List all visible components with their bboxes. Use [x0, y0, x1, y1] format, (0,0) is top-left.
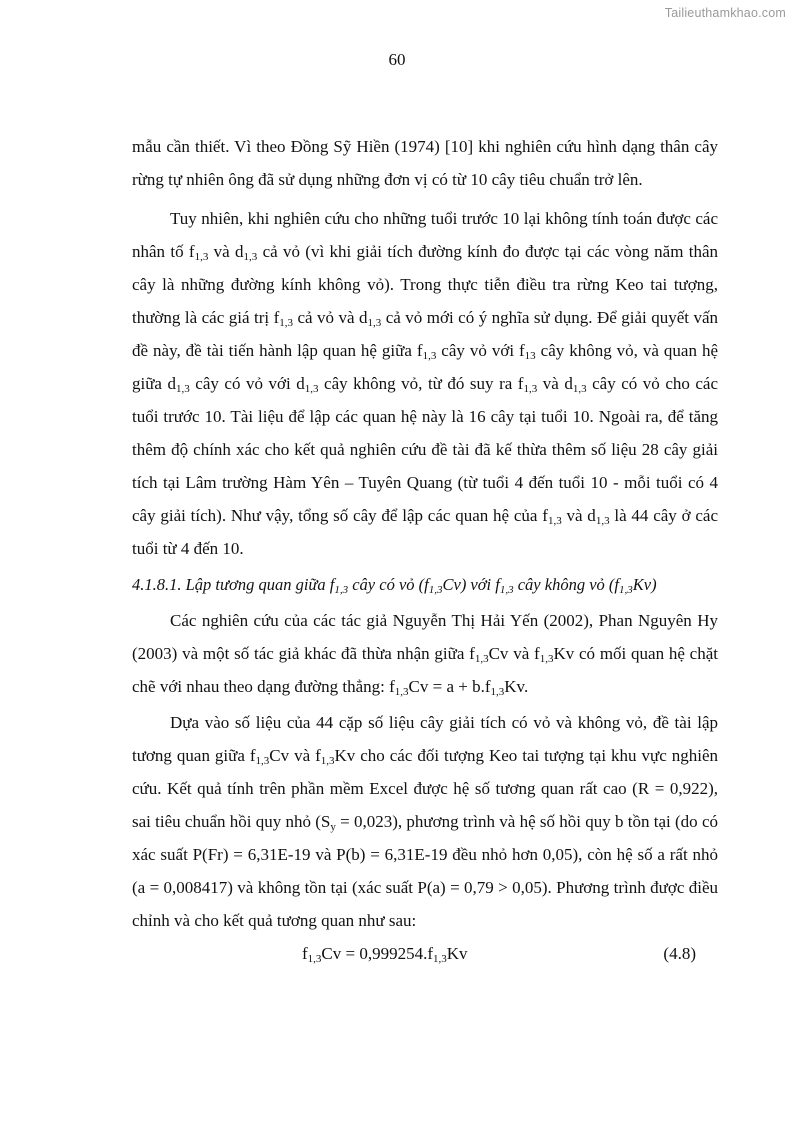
- text-run: cả vỏ mới có ý nghĩa sử dụng. Để giải quyết vấn đề này, đề tài tiến hành lập quan hệ giữa f: [132, 308, 718, 360]
- text-run: = 0,023), phương trình và hệ số hồi quy b tồn tại (do có xác suất P(Fr) = 6,31E-19 và P(b) = 6,31E-19 đều nhỏ hơn 0,05), còn hệ số a rất nhỏ (a = 0,008417) và không tồn tại (xác suất P(a) = 0,79 > 0,05). Phương trình được điều chỉnh và cho kết quả tương quan như sau:: [132, 812, 718, 930]
- text-run: mẫu cần thiết. Vì theo Đồng Sỹ Hiền (1974) [10] khi nghiên cứu hình dạng thân cây rừng tự nhiên ông đã sử dụng những đơn vị có từ 10 cây tiêu chuẩn trở lên.: [132, 137, 718, 189]
- page-number: 60: [388, 50, 406, 69]
- text-run: cây vỏ với f: [436, 341, 525, 360]
- text-run: cây có vỏ với d: [189, 374, 305, 393]
- watermark: Tailieuthamkhao.com: [664, 6, 786, 20]
- text-run: cây có vỏ cho các tuổi trước 10. Tài liệu để lập các quan hệ này là 16 cây tại tuổi 10. Ngoài ra, để tăng thêm độ chính xác cho kết quả nghiên cứu đề tài đã kế thừa thêm số liệu 28 cây giải tích tại Lâm trường Hàm Yên – Tuyên Quang (từ tuổi 4 đến tuổi 10 - mỗi tuổi có 4 cây giải tích). Như vậy, tổng số cây để lập các quan hệ của f: [132, 374, 719, 525]
- text-run: Kv có mối quan hệ chặt chẽ với nhau theo dạng đường thẳng: f: [132, 644, 718, 696]
- text-run: cây có vỏ (f: [348, 575, 429, 594]
- subscript: 1,3: [428, 584, 443, 596]
- text-run: cây không vỏ, từ đó suy ra f: [318, 374, 524, 393]
- subscript: 1,3: [539, 653, 554, 665]
- subscript: y: [330, 821, 336, 833]
- text-run: Tuy nhiên, khi nghiên cứu cho những tuổi trước 10 lại không tính toán được các nhân tố f: [132, 209, 718, 261]
- text-run: Cv và f: [488, 644, 540, 663]
- text-run: cây không vỏ, và quan hệ giữa d: [132, 341, 718, 393]
- subscript: 1,3: [334, 584, 349, 596]
- subscript: 1,3: [433, 953, 447, 965]
- text-run: là 44 cây ở các tuổi từ 4 đến 10.: [132, 506, 718, 558]
- text-run: Cv) với f: [442, 575, 500, 594]
- paragraph-1: [132, 130, 718, 196]
- text-run: Kv cho các đối tượng Keo tai tượng tại khu vực nghiên cứu. Kết quả tính trên phần mềm Excel được hệ số tương quan rất cao (R = 0,922), sai tiêu chuẩn hồi quy nhỏ (S: [132, 746, 718, 831]
- subscript: 1,3: [422, 350, 437, 362]
- subscript: 1,3: [307, 953, 322, 965]
- subscript: 1,3: [474, 653, 489, 665]
- text-run: và d: [561, 506, 596, 525]
- subscript: 1,3: [255, 755, 270, 767]
- subscript: 1,3: [618, 584, 633, 596]
- body-text: [132, 130, 718, 970]
- subscript: 1,3: [547, 515, 562, 527]
- paragraph-4: [132, 706, 718, 937]
- subscript: 1,3: [279, 317, 293, 329]
- subscript: 1,3: [394, 686, 409, 698]
- text-run: cây không vỏ (f: [513, 575, 619, 594]
- subscript: 1,3: [595, 515, 610, 527]
- text-run: Cv = a + b.f: [408, 677, 491, 696]
- text-run: Dựa vào số liệu của 44 cặp số liệu cây giải tích có vỏ và không vỏ, đề tài lập tương quan giữa f: [132, 713, 718, 765]
- subscript: 13: [524, 350, 536, 362]
- subscript: 1,3: [367, 317, 382, 329]
- subscript: 1,3: [490, 686, 505, 698]
- paragraph-2: [132, 202, 718, 565]
- text-run: 4.1.8.1. Lập tương quan giữa f: [132, 575, 335, 594]
- text-run: Kv.: [504, 677, 529, 696]
- subscript: 1,3: [499, 584, 514, 596]
- equation-4-8: [132, 937, 718, 970]
- paragraph-3: [132, 604, 718, 703]
- subscript: 1,3: [523, 383, 538, 395]
- subscript: 1,3: [304, 383, 319, 395]
- text-run: Kv: [446, 944, 468, 963]
- section-heading: [132, 568, 718, 601]
- subscript: 1,3: [572, 383, 587, 395]
- subscript: 1,3: [176, 383, 190, 395]
- text-run: Cv và f: [269, 746, 321, 765]
- equation-body: [302, 937, 468, 970]
- text-run: Cv = 0,999254.f: [321, 944, 434, 963]
- equation-number: (4.8): [663, 944, 696, 963]
- subscript: 1,3: [194, 251, 209, 263]
- text-run: cả vỏ và d: [292, 308, 368, 327]
- text-run: f: [302, 944, 308, 963]
- text-run: Kv): [632, 575, 657, 594]
- subscript: 1,3: [243, 251, 258, 263]
- text-run: Các nghiên cứu của các tác giả Nguyễn Thị Hải Yến (2002), Phan Nguyên Hy (2003) và một số tác giả khác đã thừa nhận giữa f: [132, 611, 718, 663]
- subscript: 1,3: [320, 755, 335, 767]
- text-run: và d: [208, 242, 244, 261]
- text-run: cả vỏ (vì khi giải tích đường kính đo được tại các vòng năm thân cây là những đường kính không vỏ). Trong thực tiễn điều tra rừng Keo tai tượng, thường là các giá trị f: [132, 242, 718, 327]
- text-run: và d: [537, 374, 573, 393]
